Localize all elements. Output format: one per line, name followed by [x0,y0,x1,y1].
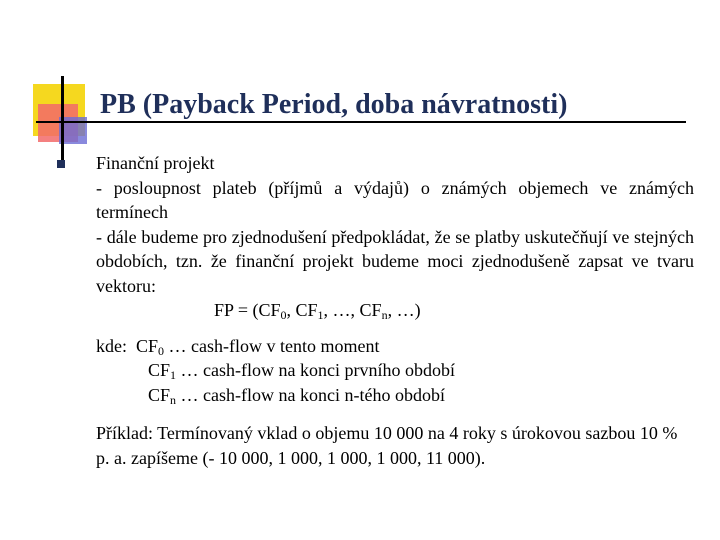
vector-formula: FP = ($CF_0$, $CF_1$, …, $CF_n$, …) [214,300,421,322]
kde-row-0: kde: $CF_0$ … cash-flow v tento moment [96,335,380,358]
kde-row-1: $CF_1$ … cash-flow na konci prvního období [148,360,455,382]
bullet-square-icon [57,160,65,168]
definition-line-1: - posloupnost plateb (příjmů a výdajů) o známých objemech ve známých termínech [96,177,694,222]
kde-row-2: $CF_n$ … cash-flow na konci n-tého období [148,384,445,407]
bullet-heading: Finanční projekt [96,153,215,173]
kde-label: kde: [96,335,127,356]
decor-vertical-line [61,76,64,161]
title-underline [36,121,686,123]
slide-body [96,151,694,470]
example-paragraph: Příklad: Termínovaný vklad o objemu 10 000 na 4 roky s úrokovou sazbou 10 % p. a. zapíšeme (- 10 000, 1 000, 1 000, 1 000, 11 000). [96,423,678,468]
slide-title: PB (Payback Period, doba návratnosti) [100,89,568,120]
definition-line-2: - dále budeme pro zjednodušení předpokládat, že se platby uskutečňují ve stejných obdobích, tzn. že finanční projekt budeme moci zjednodušeně zapsat ve tvaru vektoru: [96,226,694,296]
